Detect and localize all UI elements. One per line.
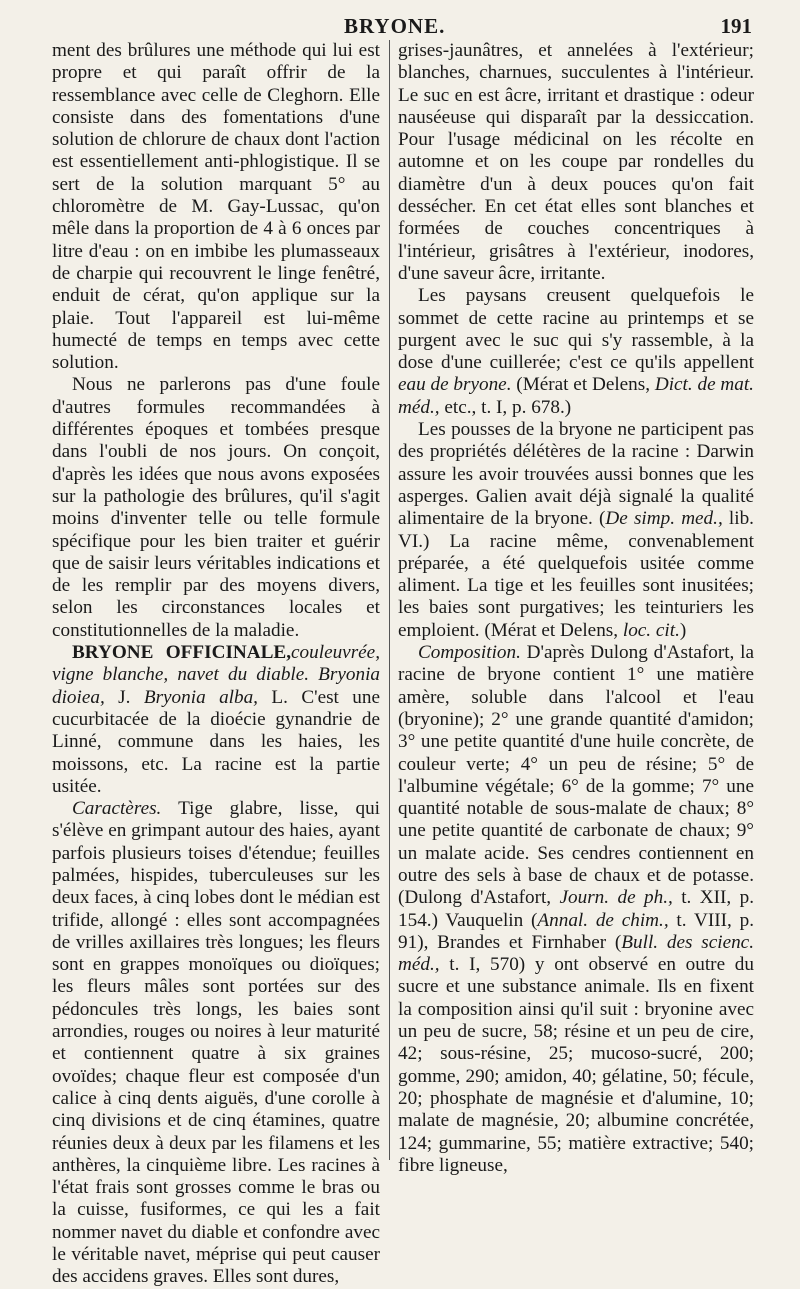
- citation-title: loc. cit.: [622, 619, 680, 641]
- entry-description: L. C'est une cucurbitacée de la dioécie gynandrie de Linné, commune dans les haies, les moissons, etc. La racine est la partie usitée.: [52, 686, 380, 797]
- entry-headword: BRYONE OFFICINALE,: [72, 642, 292, 664]
- paragraph-brulures-end: ment des brûlures une méthode qui lui est propre et qui paraît offrir de la ressemblance avec celle de Cleghorn. Elle consiste dans des fomentations d'une solution de chlorure de chaux dont l'action est essentiellement anti-phlogistique. Il se sert de la solution marquant 5° au chloromètre de M. Gay-Lussac, qu'on mêle dans la proportion de 4 à 6 onces par litre d'eau : on en imbibe les plumasseaux de charpie qui recouvrent le linge fenêtré, enduit de cérat, qu'on applique sur la plaie. Tout l'appareil est lui-même humecté de temps en temps avec cette solution.: [52, 40, 380, 374]
- text-run: lib. VI.) La racine même, convenablement préparée, a été quelquefois usitée comme aliment. La tige et les feuilles sont inusitées; les baies sont purgatives; les teinturiers les emploient. (Mérat et Delens,: [398, 508, 754, 641]
- paragraph-bryone-intro: [52, 642, 380, 798]
- caracteres-text: Tige glabre, lisse, qui s'élève en grimpant autour des haies, ayant parfois plusieurs toises d'étendue; feuilles palmées, hispides, tuberculeuses sur les deux faces, à cinq lobes dont le médian est trifide, allongé : elles sont accompagnées de vrilles axillaires très longues; les fleurs sont en grappes monoïques ou dioïques; les fleurs mâles sont portées sur des pédoncules très longs, les baies sont arrondies, rouges ou noires à leur maturité et contiennent quatre à six graines ovoïdes; chaque fleur est composée d'un calice à cinq dents aiguës, d'une corolle à cinq divisions et de cinq étamines, quatre réunies deux à deux par les filamens et les anthères, la cinquième libre. Les racines à l'état frais sont grosses comme le bras ou la cuisse, fusiformes, ce qui les a fait nommer navet du diable et confondre avec le véritable navet, méprise qui peut causer des accidens graves. Elles sont dures,: [52, 798, 380, 1288]
- citation-title: Dict. de mat. méd.,: [398, 374, 754, 418]
- entry-authority: J.: [104, 686, 144, 708]
- paragraph-racine-continued: grises-jaunâtres, et annelées à l'extérieur; blanches, charnues, succulentes à l'intérieur. Le suc en est âcre, irritant et drastique : odeur nauséeuse qui disparaît par la dessiccation. Pour l'usage médicinal on les récolte en automne et on les coupe par rondelles du diamètre d'un à deux pouces qu'on fait dessécher. En cet état elles sont blanches et formées de couches concentriques à l'intérieur, grisâtres à l'extérieur, inodores, d'une saveur âcre, irritante.: [398, 40, 754, 284]
- citation-title: Bull. des scienc. méd.,: [398, 931, 754, 976]
- text-run: ): [679, 619, 687, 641]
- italic-term: eau de bryone.: [398, 374, 512, 396]
- section-label-composition: Composition.: [418, 642, 521, 664]
- text-run: Les pousses de la bryone ne participent pas des propriétés délétères de la racine : Darwin assure les avoir trouvées aussi bonnes que les asperges. Galien avait déjà signalé la qualité alimentaire de la bryone. (: [398, 419, 754, 530]
- text-run: D'après Dulong d'Astafort, la racine de bryone contient 1° une matière amère, soluble dans l'alcool et l'eau (bryonine); 2° une grande quantité d'amidon; 3° une petite quantité d'une huile concrète, de couleur verte; 4° un peu de résine; 5° de l'albumine végétale; 6° de la gomme; 7° une quantité notable de sous-malate de chaux; 8° une petite quantité de carbonate de chaux; 9° un malate acide. Ses cendres contiennent en outre des sels à base de chaux et de potasse. (Dulong d'Astafort,: [398, 642, 754, 909]
- right-column: [398, 40, 754, 1177]
- citation-title: Annal. de chim.,: [537, 909, 669, 931]
- entry-latin-name: Bryonia alba,: [143, 686, 258, 708]
- text-run: t. I, 570) y ont observé en outre du sucre et une substance animale. Ils en fixent la composition ainsi qu'il suit : bryonine avec un peu de sucre, 58; résine et un peu de cire, 42; sous-résine, 25; mucoso-sucré, 200; gomme, 290; amidon, 40; gélatine, 50; fécule, 20; phosphate de magnésie et d'alumine, 10; malate de magnésie, 20; albumine concrétée, 124; gummarine, 55; matière extractive; 540; fibre ligneuse,: [398, 954, 754, 1176]
- paragraph-caracteres: [52, 798, 380, 1289]
- column-divider: [389, 40, 390, 1160]
- text-run: (Mérat et Delens,: [511, 374, 655, 396]
- page-header: [0, 14, 800, 40]
- page-number: 191: [720, 14, 752, 38]
- section-label-caracteres: Caractères.: [72, 798, 162, 820]
- entry-synonyms: couleuvrée, vigne blanche, navet du diable. Bryonia dioiea,: [52, 642, 380, 708]
- text-run: t. VIII, p. 91), Brandes et Firnhaber (: [398, 909, 754, 953]
- paragraph-paysans: [398, 285, 754, 419]
- paragraph-formules: Nous ne parlerons pas d'une foule d'autres formules recommandées à différentes époques et tombées presque dans l'oubli de nos jours. On conçoit, d'après les idées que nous avons exposées sur la pathologie des brûlures, qu'il s'agit moins d'inventer telle ou telle formule spécifique pour les bien traiter et guérir que de saisir leurs véritables indications et de les remplir par des moyens divers, selon les circonstances locales et constitutionnelles de la maladie.: [52, 374, 380, 641]
- citation-title: De simp. med.,: [605, 508, 723, 530]
- paragraph-composition: [398, 642, 754, 1177]
- text-run: t. XII, p. 154.) Vauquelin (: [398, 887, 755, 931]
- running-title: BRYONE.: [344, 14, 446, 38]
- text-run: etc., t. I, p. 678.): [439, 396, 572, 418]
- citation-title: Journ. de ph.,: [559, 887, 673, 909]
- paragraph-pousses: [398, 419, 754, 642]
- text-run: Les paysans creusent quelquefois le sommet de cette racine au printemps et se purgent avec le suc qui s'y rassemble, à la dose d'une cuillerée; c'est ce qu'ils appellent: [398, 285, 754, 374]
- left-column: [52, 40, 380, 1289]
